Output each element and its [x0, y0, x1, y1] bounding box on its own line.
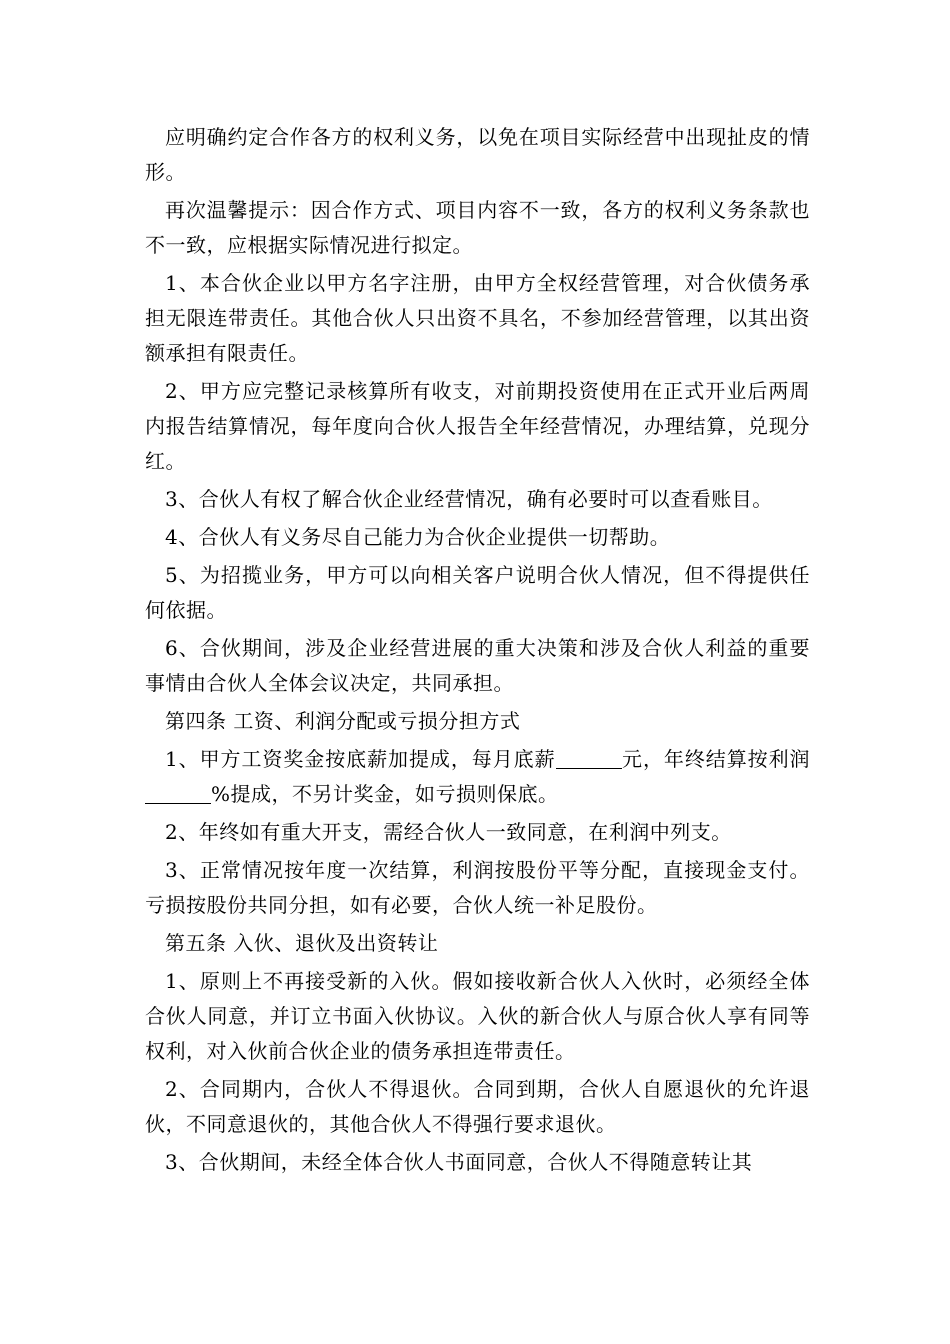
clause-3-6: 6、合伙期间，涉及企业经营进展的重大决策和涉及合伙人利益的重要事情由合伙人全体会议决定，共同承担。 [145, 636, 810, 695]
profit-percent-blank-line [145, 783, 211, 804]
clause-4-2: 2、年终如有重大开支，需经合伙人一致同意，在利润中列支。 [165, 820, 732, 844]
clause-3-2: 2、甲方应完整记录核算所有收支，对前期投资使用在正式开业后两周内报告结算情况，每年度向合伙人报告全年经营情况，办理结算，兑现分红。 [145, 379, 810, 473]
article-4-heading: 第四条 工资、利润分配或亏损分担方式 [165, 709, 521, 733]
clause-4-1-part-b: 元，年终结算按利润 [621, 747, 811, 771]
paragraph-reminder: 再次温馨提示：因合作方式、项目内容不一致，各方的权利义务条款也不一致，应根据实际情况进行拟定。 [145, 198, 810, 257]
clause-3-3: 3、合伙人有权了解合伙企业经营情况，确有必要时可以查看账目。 [165, 487, 773, 511]
clause-4-1 [145, 742, 810, 812]
clause-5-1: 1、原则上不再接受新的入伙。假如接收新合伙人入伙时，必须经全体合伙人同意，并订立书面入伙协议。入伙的新合伙人与原合伙人享有同等权利，对入伙前合伙企业的债务承担连带责任。 [145, 969, 810, 1063]
clause-4-1-part-c: %提成，不另计奖金，如亏损则保底。 [211, 782, 559, 806]
clause-3-1: 1、本合伙企业以甲方名字注册，由甲方全权经营管理，对合伙债务承担无限连带责任。其他合伙人只出资不具名，不参加经营管理，以其出资额承担有限责任。 [145, 271, 810, 365]
document-page [145, 120, 810, 1180]
clause-5-3: 3、合伙期间，未经全体合伙人书面同意，合伙人不得随意转让其 [165, 1150, 753, 1174]
clause-5-2: 2、合同期内，合伙人不得退伙。合同到期，合伙人自愿退伙的允许退伙，不同意退伙的，其他合伙人不得强行要求退伙。 [145, 1077, 810, 1136]
paragraph-intro: 应明确约定合作各方的权利义务，以免在项目实际经营中出现扯皮的情形。 [145, 125, 810, 184]
clause-3-4: 4、合伙人有义务尽自己能力为合伙企业提供一切帮助。 [165, 525, 671, 549]
clause-3-5: 5、为招揽业务，甲方可以向相关客户说明合伙人情况，但不得提供任何依据。 [145, 563, 810, 622]
salary-blank-line [556, 748, 622, 769]
clause-4-3: 3、正常情况按年度一次结算，利润按股份平等分配，直接现金支付。亏损按股份共同分担，如有必要，合伙人统一补足股份。 [145, 858, 810, 917]
clause-4-1-part-a: 1、甲方工资奖金按底薪加提成，每月底薪 [165, 747, 556, 771]
article-5-heading: 第五条 入伙、退伙及出资转让 [165, 931, 439, 955]
